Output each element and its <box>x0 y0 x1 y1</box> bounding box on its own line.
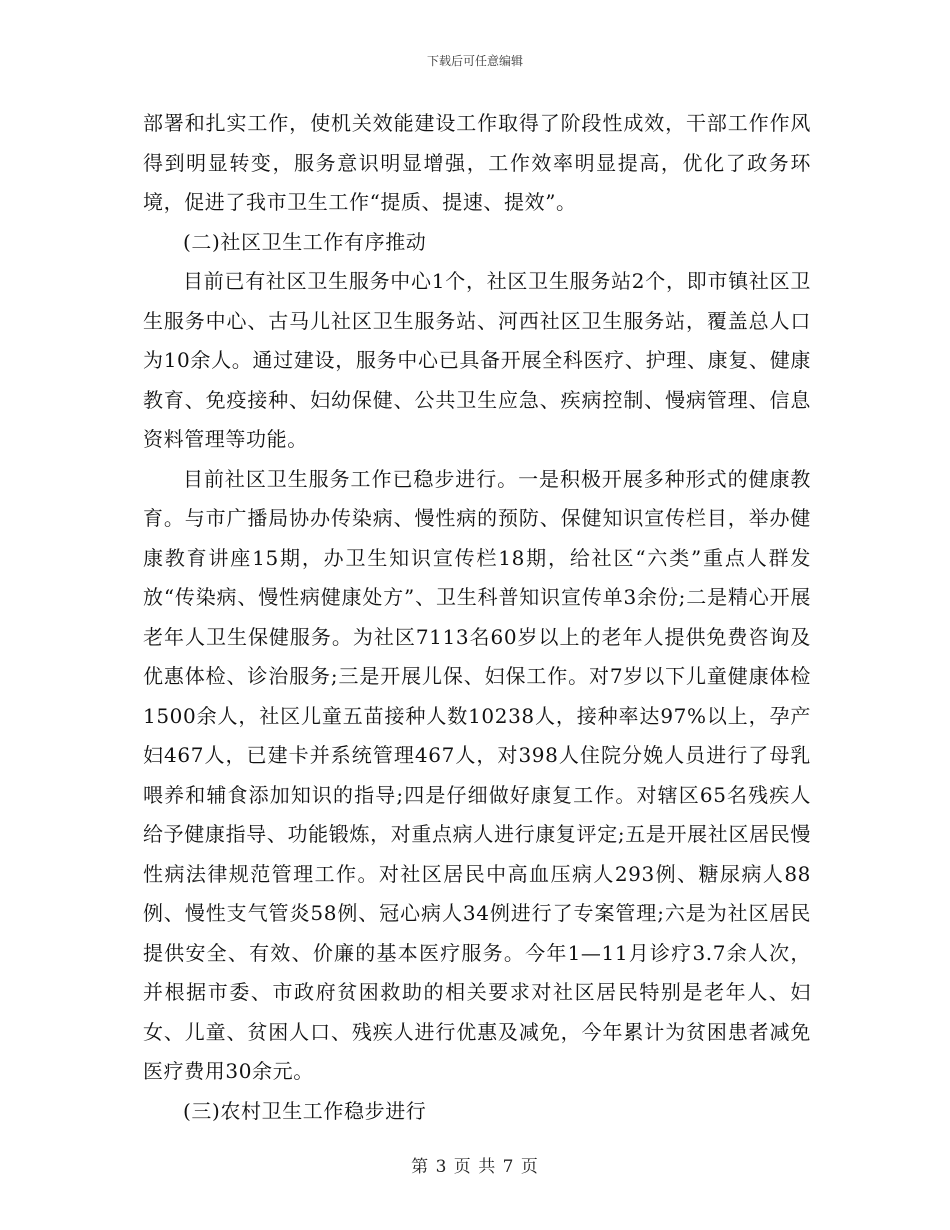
page-number-footer: 第 3 页 共 7 页 <box>411 1157 539 1177</box>
section-heading-community-health: (二)社区卫生工作有序推动 <box>183 229 427 254</box>
page-header: 下载后可任意编辑 <box>426 54 523 68</box>
document-body <box>143 104 811 1131</box>
paragraph-community-centers: 目前已有社区卫生服务中心1个，社区卫生服务站2个，即市镇社区卫生服务中心、古马儿社区卫生服务站、河西社区卫生服务站，覆盖总人口为10余人。通过建设，服务中心已具备开展全科医疗、护理、康复、健康教育、免疫接种、妇幼保健、公共卫生应急、疾病控制、慢病管理、信息资料管理等功能。 <box>143 269 811 451</box>
paragraph-community-services: 目前社区卫生服务工作已稳步进行。一是积极开展多种形式的健康教育。与市广播局协办传染病、慢性病的预防、保健知识宣传栏目，举办健康教育讲座15期，办卫生知识宣传栏18期，给社区“六类”重点人群发放“传染病、慢性病健康处方”、卫生科普知识宣传单3余份;二是精心开展老年人卫生保健服务。为社区7113名60岁以上的老年人提供免费咨询及优惠体检、诊治服务;三是开展儿保、妇保工作。对7岁以下儿童健康体检1500余人，社区儿童五苗接种人数10238人，接种率达97%以上，孕产妇467人，已建卡并系统管理467人，对398人住院分娩人员进行了母乳喂养和辅食添加知识的指导;四是仔细做好康复工作。对辖区65名残疾人给予健康指导、功能锻炼，对重点病人进行康复评定;五是开展社区居民慢性病法律规范管理工作。对社区居民中高血压病人293例、糖尿病人88例、慢性支气管炎58例、冠心病人34例进行了专案管理;六是为社区居民提供安全、有效、价廉的基本医疗服务。今年1—11月诊疗3.7余人次，并根据市委、市政府贫困救助的相关要求对社区居民特别是老年人、妇女、儿童、贫困人口、残疾人进行优惠及减免，今年累计为贫困患者减免医疗费用30余元。 <box>143 466 811 1083</box>
section-heading-rural-health: (三)农村卫生工作稳步进行 <box>183 1098 427 1123</box>
paragraph-continuation: 部署和扎实工作，使机关效能建设工作取得了阶段性成效，干部工作作风得到明显转变，服务意识明显增强，工作效率明显提高，优化了政务环境，促进了我市卫生工作“提质、提速、提效”。 <box>143 111 811 214</box>
